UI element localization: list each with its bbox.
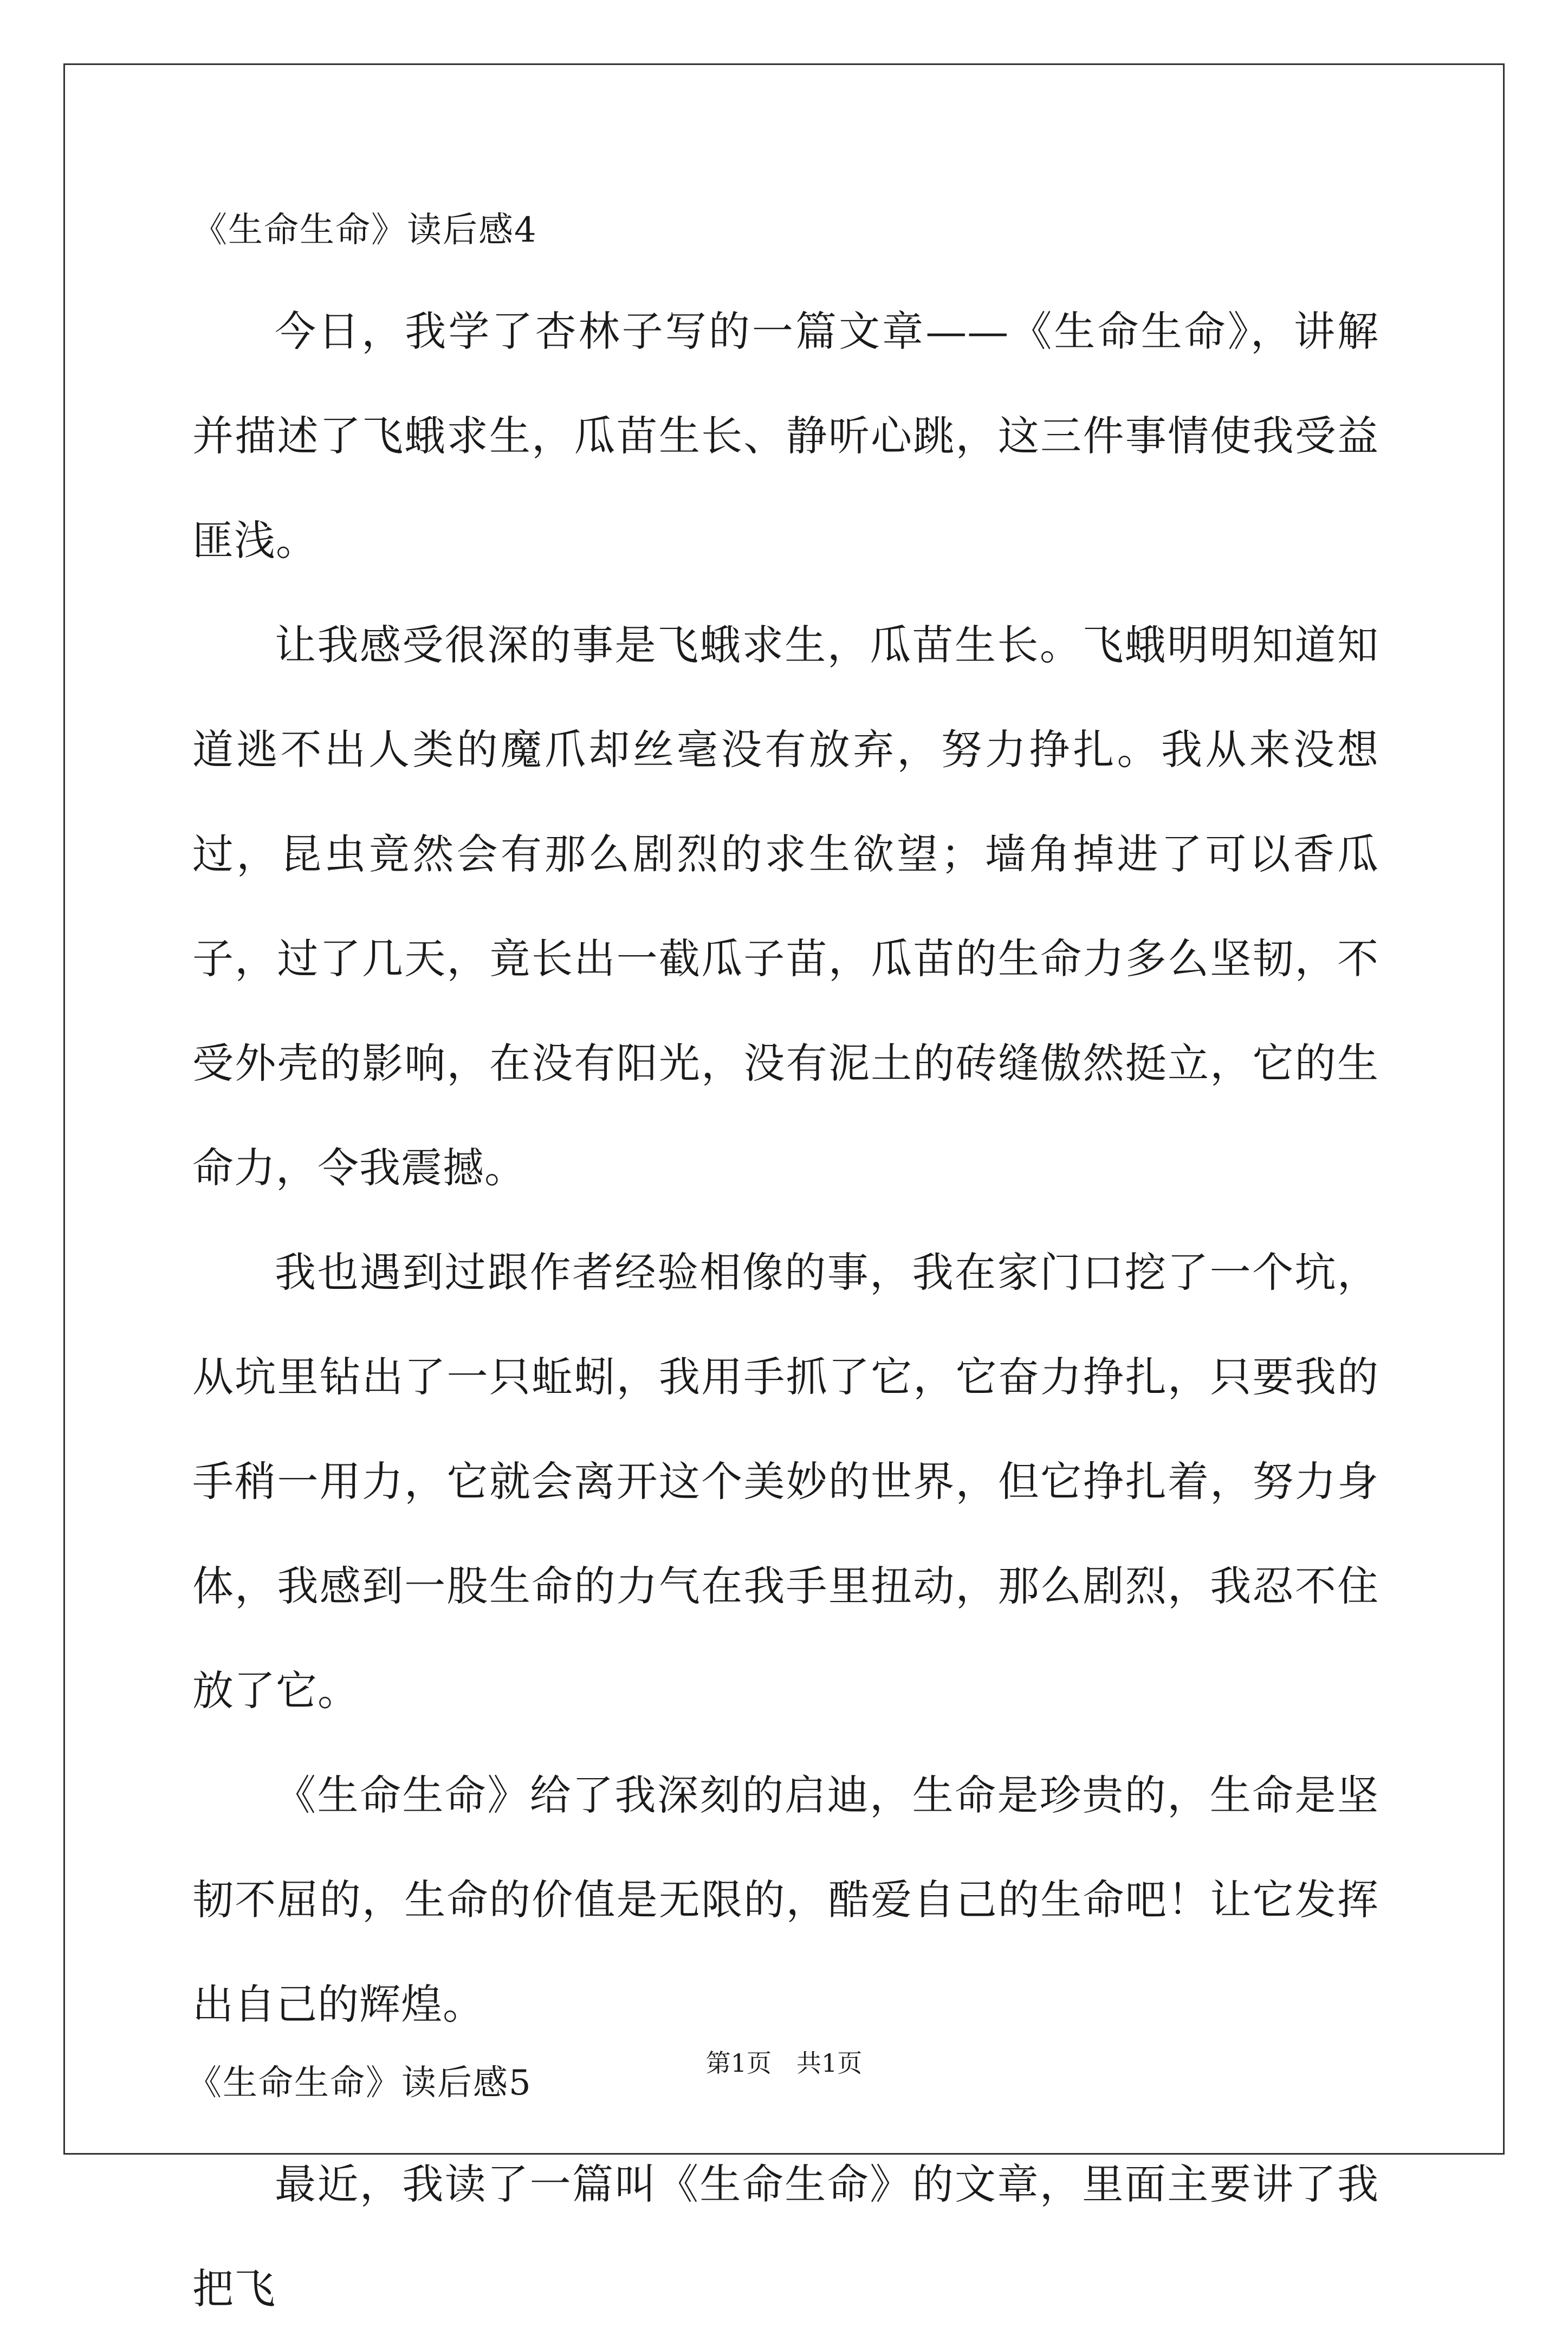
paragraph: 今日，我学了杏林子写的一篇文章——《生命生命》，讲解并描述了飞蛾求生，瓜苗生长、静听心跳，这三件事情使我受益匪浅。 [192, 307, 1379, 565]
paragraph: 让我感受很深的事是飞蛾求生，瓜苗生长。飞蛾明明知道知道逃不出人类的魔爪却丝毫没有放弃，努力挣扎。我从来没想过，昆虫竟然会有那么剧烈的求生欲望；墙角掉进了可以香瓜子，过了几天，竟长出一截瓜子苗，瓜苗的生命力多么坚韧，不受外壳的影响，在没有阳光，没有泥土的砖缝傲然挺立，它的生命力，令我震撼。 [192, 621, 1379, 1192]
section-heading-5: 《生命生命》读后感5 [187, 2063, 532, 2103]
page-footer: 第1页 共1页 [705, 2048, 863, 2078]
paragraph: 《生命生命》给了我深刻的启迪，生命是珍贵的，生命是坚韧不屈的，生命的价值是无限的，酷爱自己的生命吧！让它发挥出自己的辉煌。 [192, 1771, 1379, 2028]
paragraph: 我也遇到过跟作者经验相像的事，我在家门口挖了一个坑，从坑里钻出了一只蚯蚓，我用手抓了它，它奋力挣扎，只要我的手稍一用力，它就会离开这个美妙的世界，但它挣扎着，努力身体，我感到一股生命的力气在我手里扭动，那么剧烈，我忍不住放了它。 [192, 1248, 1379, 1715]
paragraph: 最近，我读了一篇叫《生命生命》的文章，里面主要讲了我把飞 [192, 2160, 1379, 2313]
section-heading-4: 《生命生命》读后感4 [192, 210, 537, 250]
document-body [187, 206, 1379, 2341]
